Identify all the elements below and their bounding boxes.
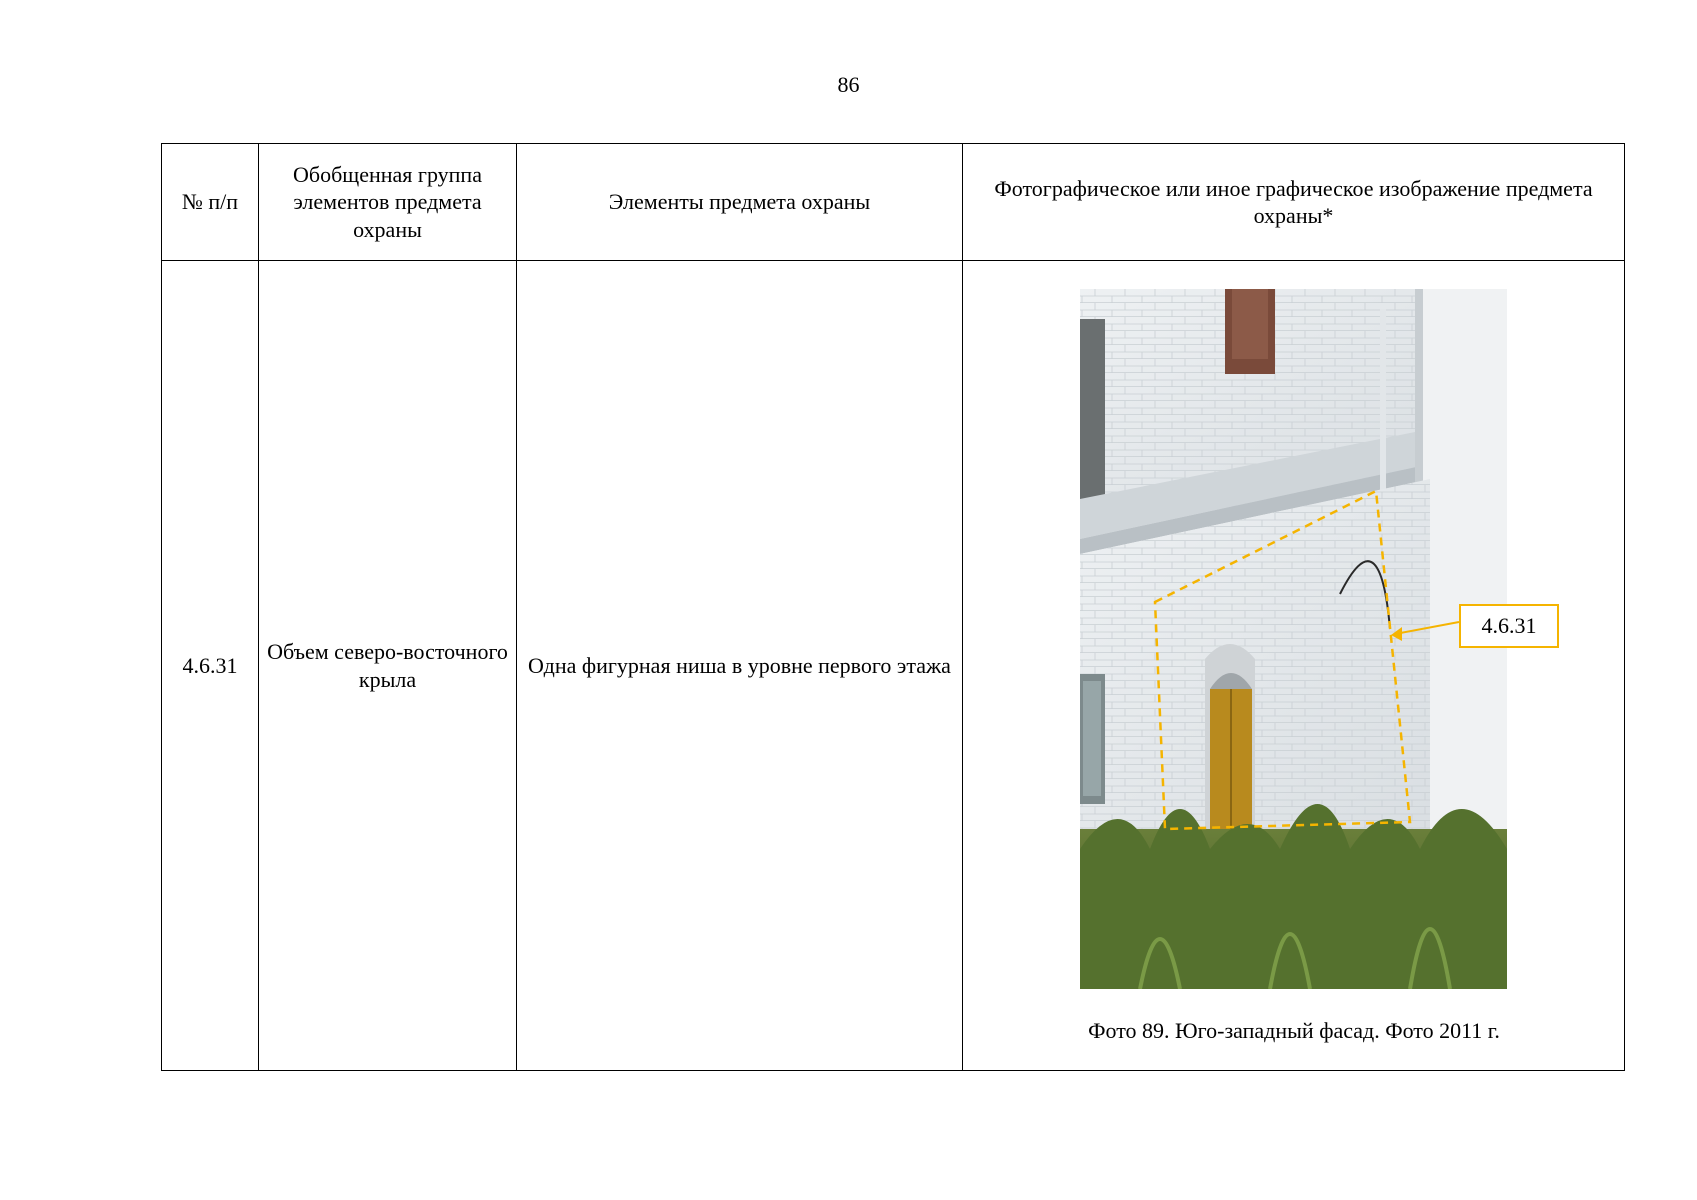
header-num: № п/п <box>162 144 259 261</box>
header-row <box>162 144 1625 261</box>
header-elements: Элементы предмета охраны <box>517 144 963 261</box>
photo-figure <box>1080 289 1537 989</box>
header-photo: Фотографическое или иное графическое изображение предмета охраны* <box>963 144 1625 261</box>
header-group: Обобщенная группа элементов предмета охраны <box>259 144 517 261</box>
protection-table <box>161 143 1625 1071</box>
cell-elements: Одна фигурная ниша в уровне первого этажа <box>517 261 963 1071</box>
cell-num: 4.6.31 <box>162 261 259 1071</box>
page-number: 86 <box>837 72 860 97</box>
cell-photo <box>963 261 1625 1071</box>
table-header <box>162 144 1625 261</box>
table-row <box>162 261 1625 1071</box>
cell-group: Объем северо-восточного крыла <box>259 261 517 1071</box>
photo-caption: Фото 89. Юго-западный фасад. Фото 2011 г. <box>1088 1018 1500 1043</box>
facade-photo <box>1080 289 1507 989</box>
callout-label: 4.6.31 <box>1459 604 1559 648</box>
facade-photo-drawing <box>1080 289 1507 989</box>
